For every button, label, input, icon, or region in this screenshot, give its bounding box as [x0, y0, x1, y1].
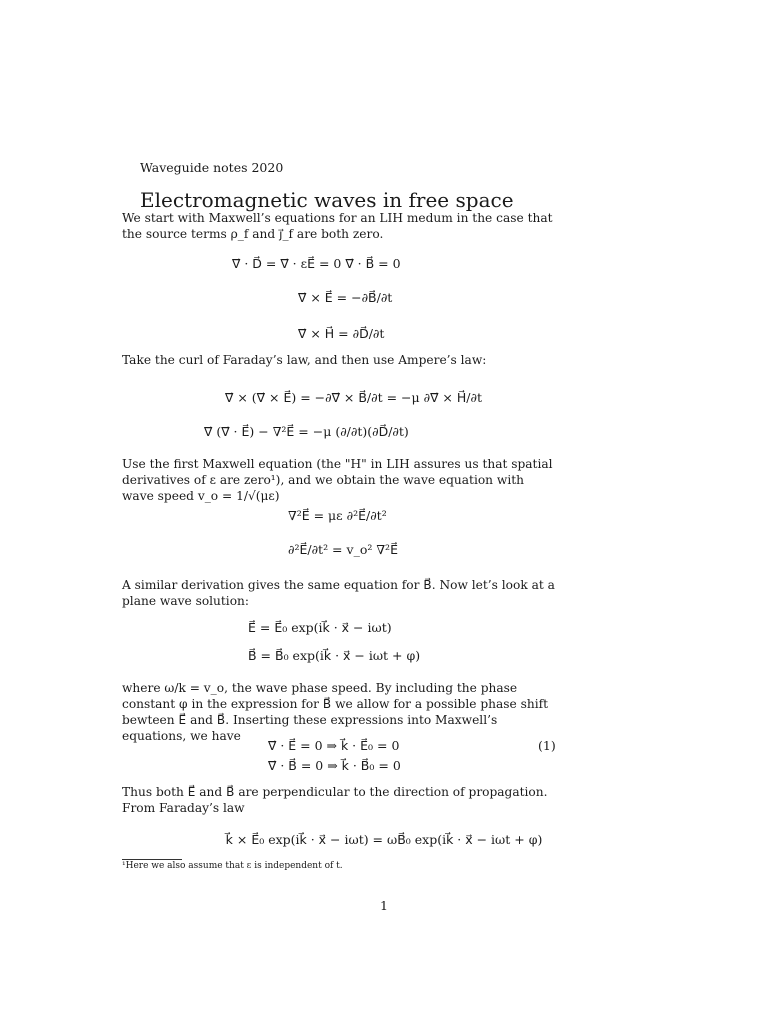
equation-curl-line2: ∇⃗ (∇⃗ · E⃗) − ∇²E⃗ = −μ (∂/∂t)(∂D⃗/∂t) — [204, 424, 409, 439]
paragraph-plane-wave: A similar derivation gives the same equation for B⃗. Now let’s look at a plane wave solution: — [122, 578, 555, 608]
section-title: Electromagnetic waves in free space — [140, 188, 514, 212]
equation-faraday: ∇⃗ × E⃗ = −∂B⃗/∂t — [298, 290, 393, 305]
equation-divergence: ∇⃗ · D⃗ = ∇⃗ · εE⃗ = 0 ∇⃗ · B⃗ = 0 — [232, 256, 401, 271]
equation-div-e0: ∇⃗ · E⃗ = 0 ⇒ k⃗ · E⃗₀ = 0 — [268, 738, 400, 753]
equation-ampere: ∇⃗ × H⃗ = ∂D⃗/∂t — [298, 326, 385, 341]
equation-curl-line1: ∇⃗ × (∇⃗ × E⃗) = −∂∇⃗ × B⃗/∂t = −μ ∂∇⃗ × H⃗/∂t — [225, 390, 482, 405]
paragraph-curl: Take the curl of Faraday’s law, and then use Ampere’s law: — [122, 353, 487, 367]
footnote-rule — [122, 859, 182, 860]
running-header: Waveguide notes 2020 — [140, 160, 284, 175]
equation-plane-b: B⃗ = B⃗₀ exp(ik⃗ · x⃗ − iωt + φ) — [248, 648, 421, 663]
paragraph-wave-speed: Use the first Maxwell equation (the "H" in LIH assures us that spatial derivatives of ε are zero¹), and we obtain the wave equation with wave speed v_o = 1/√(με) — [122, 457, 553, 503]
equation-wave-line2: ∂²E⃗/∂t² = v_o² ∇²E⃗ — [288, 542, 398, 557]
footnote: ¹Here we also assume that ε is independent of t. — [122, 861, 343, 871]
page-number: 1 — [380, 898, 388, 913]
paragraph-phase-speed: where ω/k = v_o, the wave phase speed. By including the phase constant φ in the expression for B⃗ we allow for a possible phase shift bewteen E⃗ and B⃗. Inserting these expressions into Maxwell’s equations, we have — [122, 681, 549, 743]
paragraph-perpendicular: Thus both E⃗ and B⃗ are perpendicular to the direction of propagation. From Faraday’s law — [122, 785, 548, 815]
paragraph-intro: We start with Maxwell’s equations for an LIH medum in the case that the source terms ρ_f and j⃗_f are both zero. — [122, 211, 553, 241]
equation-div-b0: ∇⃗ · B⃗ = 0 ⇒ k⃗ · B⃗₀ = 0 — [268, 758, 401, 773]
equation-number: (1) — [538, 738, 556, 753]
equation-wave-line1: ∇²E⃗ = με ∂²E⃗/∂t² — [288, 508, 387, 523]
equation-faraday-plane: k⃗ × E⃗₀ exp(ik⃗ · x⃗ − iωt) = ωB⃗₀ exp(ik⃗ · x⃗ − iωt + φ) — [225, 832, 543, 847]
equation-plane-e: E⃗ = E⃗₀ exp(ik⃗ · x⃗ − iωt) — [248, 620, 392, 635]
